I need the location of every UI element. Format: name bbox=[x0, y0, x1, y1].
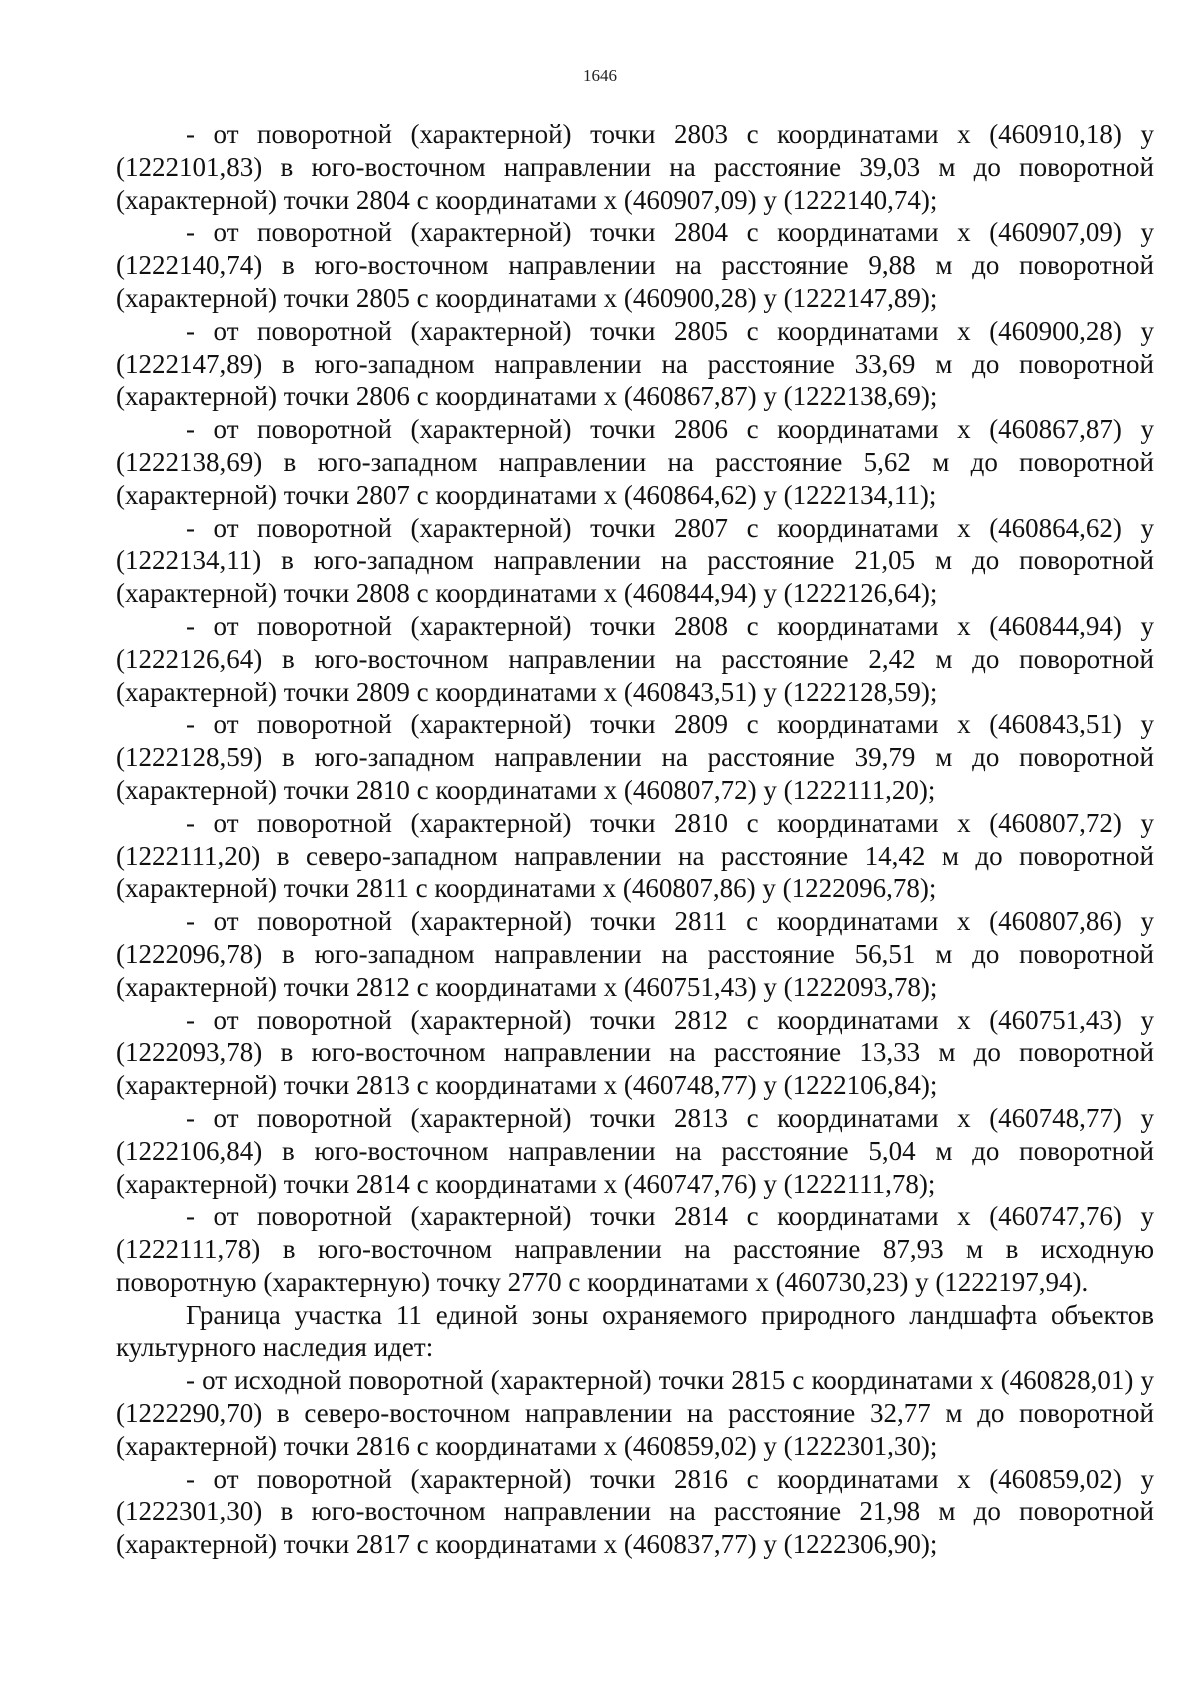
section-intro-paragraph: Граница участка 11 единой зоны охраняемого природного ландшафта объектов культурного наследия идет: bbox=[116, 1299, 1154, 1363]
paragraph: - от поворотной (характерной) точки 2805 с координатами х (460900,28) у (1222147,89) в юго-западном направлении на расстояние 33,69 м до поворотной (характерной) точки 2806 с координатами х (460867,87) у (1222138,69); bbox=[116, 315, 1154, 412]
paragraph: - от поворотной (характерной) точки 2813 с координатами х (460748,77) у (1222106,84) в юго-восточном направлении на расстояние 5,04 м до поворотной (характерной) точки 2814 с координатами х (460747,76) у (1222111,78); bbox=[116, 1102, 1154, 1199]
paragraph: - от поворотной (характерной) точки 2806 с координатами х (460867,87) у (1222138,69) в юго-западном направлении на расстояние 5,62 м до поворотной (характерной) точки 2807 с координатами х (460864,62) у (1222134,11); bbox=[116, 414, 1154, 510]
paragraph: - от поворотной (характерной) точки 2814 с координатами х (460747,76) у (1222111,78) в юго-восточном направлении на расстояние 87,93 м в исходную поворотную (характерную) точку 2770 с координатами х (460730,23) у (1222197,94). bbox=[116, 1201, 1154, 1297]
paragraph: - от поворотной (характерной) точки 2804 с координатами х (460907,09) у (1222140,74) в юго-восточном направлении на расстояние 9,88 м до поворотной (характерной) точки 2805 с координатами х (460900,28) у (1222147,89); bbox=[116, 217, 1154, 313]
paragraph: - от поворотной (характерной) точки 2807 с координатами х (460864,62) у (1222134,11) в юго-западном направлении на расстояние 21,05 м до поворотной (характерной) точки 2808 с координатами х (460844,94) у (1222126,64); bbox=[116, 512, 1154, 609]
paragraph: - от поворотной (характерной) точки 2816 с координатами х (460859,02) у (1222301,30) в юго-восточном направлении на расстояние 21,98 м до поворотной (характерной) точки 2817 с координатами х (460837,77) у (1222306,90); bbox=[116, 1463, 1154, 1560]
paragraph: - от поворотной (характерной) точки 2809 с координатами х (460843,51) у (1222128,59) в юго-западном направлении на расстояние 39,79 м до поворотной (характерной) точки 2810 с координатами х (460807,72) у (1222111,20); bbox=[116, 709, 1154, 805]
paragraph: - от поворотной (характерной) точки 2808 с координатами х (460844,94) у (1222126,64) в юго-восточном направлении на расстояние 2,42 м до поворотной (характерной) точки 2809 с координатами х (460843,51) у (1222128,59); bbox=[116, 610, 1154, 707]
paragraph: - от исходной поворотной (характерной) точки 2815 с координатами х (460828,01) у (1222290,70) в северо-восточном направлении на расстояние 32,77 м до поворотной (характерной) точки 2816 с координатами х (460859,02) у (1222301,30); bbox=[116, 1365, 1154, 1461]
paragraph: - от поворотной (характерной) точки 2803 с координатами х (460910,18) у (1222101,83) в юго-восточном направлении на расстояние 39,03 м до поворотной (характерной) точки 2804 с координатами х (460907,09) у (1222140,74); bbox=[116, 119, 1154, 215]
paragraph: - от поворотной (характерной) точки 2810 с координатами х (460807,72) у (1222111,20) в северо-западном направлении на расстояние 14,42 м до поворотной (характерной) точки 2811 с координатами х (460807,86) у (1222096,78); bbox=[116, 807, 1154, 904]
paragraph: - от поворотной (характерной) точки 2812 с координатами х (460751,43) у (1222093,78) в юго-восточном направлении на расстояние 13,33 м до поворотной (характерной) точки 2813 с координатами х (460748,77) у (1222106,84); bbox=[116, 1004, 1154, 1101]
page-number: 1646 bbox=[583, 66, 617, 85]
document-body bbox=[116, 118, 1154, 1561]
paragraph: - от поворотной (характерной) точки 2811 с координатами х (460807,86) у (1222096,78) в юго-западном направлении на расстояние 56,51 м до поворотной (характерной) точки 2812 с координатами х (460751,43) у (1222093,78); bbox=[116, 906, 1154, 1002]
